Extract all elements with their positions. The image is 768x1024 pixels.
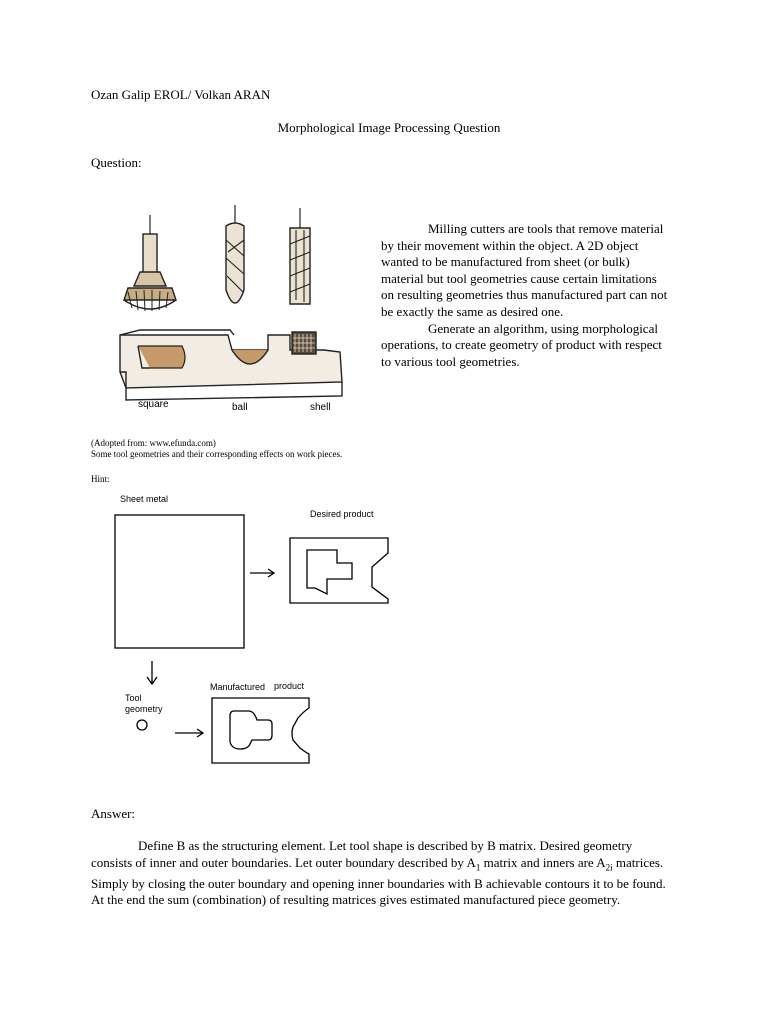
tool-geometry-line1: Tool [125, 693, 142, 703]
manufactured-label: Manufactured [210, 682, 266, 692]
intro-paragraph-2: Generate an algorithm, using morphological operations, to create geometry of product with respect to various tool geometries. [381, 320, 662, 369]
sheet-metal-label: Sheet metal [120, 494, 169, 504]
arrow-down-icon [147, 661, 157, 684]
answer-sub2: 2i [605, 862, 613, 873]
milling-tools-illustration [110, 200, 350, 415]
desired-product-shape [290, 538, 388, 603]
answer-label: Answer: [91, 806, 136, 821]
answer-part1: Define B as the structuring element. Let tool shape is described by B matrix. Desired geometry consists of inner and outer boundaries. Let outer boundary described by A [91, 838, 633, 870]
intro-paragraph-1: Milling cutters are tools that remove material by their movement within the object. A 2D object wanted to be manufactured from sheet (or bulk) material but tool geometries cause certain limitations on resulting geometries thus manufactured part can not be exactly the same as desired one. [381, 221, 668, 319]
desired-product-label: Desired product [310, 509, 374, 519]
tool-label-shell: shell [310, 402, 331, 413]
authors: Ozan Galip EROL/ Volkan ARAN [91, 87, 271, 102]
hint-label: Hint: [91, 474, 110, 484]
manufactured-inner-hole [230, 711, 272, 749]
manufactured-product-shape [212, 698, 309, 763]
tool-geometry-label [125, 693, 163, 715]
answer-sub1: 1 [475, 862, 481, 873]
tool-label-square: square [138, 399, 169, 410]
product-label: product [274, 681, 305, 691]
tool-geometry-line2: geometry [125, 704, 163, 714]
tool-label-ball: ball [232, 402, 248, 413]
figure-caption-source: (Adopted from: www.efunda.com) [91, 438, 216, 448]
sheet-metal-rect [115, 515, 244, 648]
tool-circle [137, 720, 147, 730]
answer-paragraph [91, 838, 666, 909]
answer-part3: matrices. Simply by closing the outer boundary and opening inner boundaries with B achievable contours it to be found. At the end the sum (combination) of resulting matrices gives estimated manufactured piece geometry. [91, 854, 666, 908]
desired-inner-hole [307, 550, 352, 594]
arrow-right-icon [250, 569, 274, 577]
page-title: Morphological Image Processing Question [277, 120, 501, 135]
question-label: Question: [91, 155, 142, 170]
answer-part2: matrix and inners are A [480, 854, 606, 870]
figure-caption-text: Some tool geometries and their corresponding effects on work pieces. [91, 449, 343, 459]
arrow-right-2-icon [175, 729, 203, 737]
